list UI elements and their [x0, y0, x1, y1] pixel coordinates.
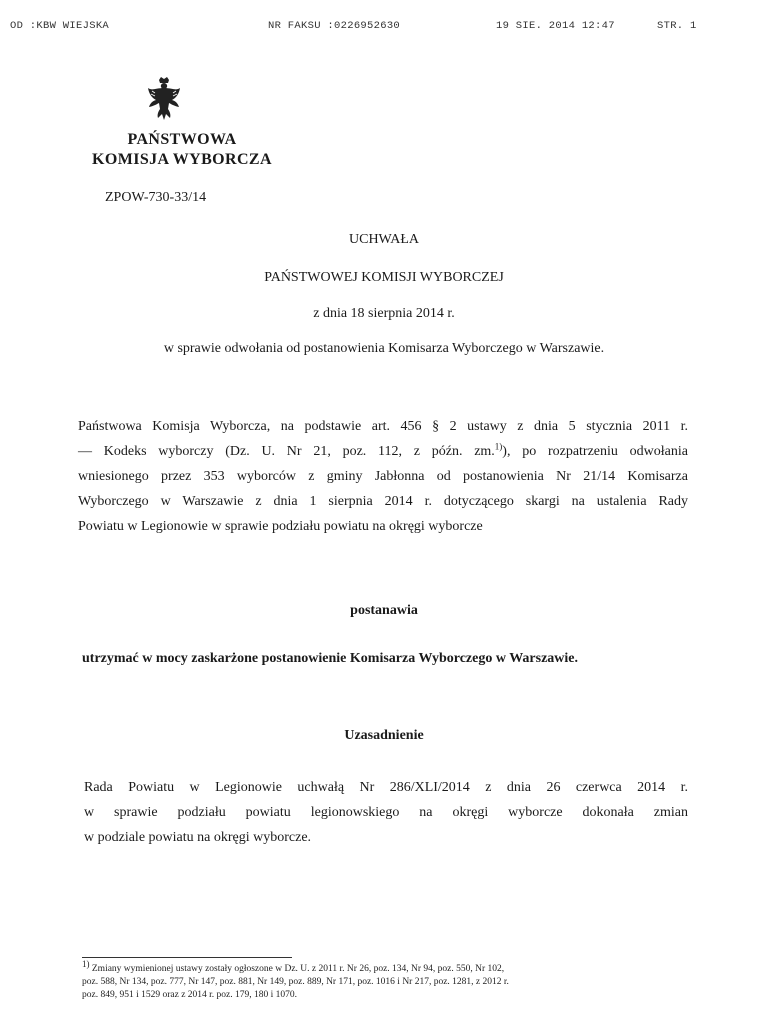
fax-from: OD :KBW WIEJSKA	[10, 20, 110, 32]
institution-line-1: PAŃSTWOWA	[127, 131, 237, 148]
resolution-issuer: PAŃSTWOWEJ KOMISJI WYBORCZEJ	[264, 270, 504, 285]
footnote-divider	[82, 957, 292, 958]
decision-text: utrzymać w mocy zaskarżone postanowienie Komisarza Wyborczego w Warszawie.	[82, 651, 579, 666]
intro-line-text: — Kodeks wyborczy (Dz. U. Nr 21, poz. 112, z późn. zm.	[78, 444, 495, 459]
fax-header	[0, 20, 768, 34]
intro-line: Wyborczego w Warszawie z dnia 1 sierpnia 2014 r. dotyczącego skargi na ustalenia Rady	[78, 494, 688, 509]
institution-name	[72, 130, 292, 170]
footnote-marker: 1)	[82, 958, 90, 969]
justification-line: w sprawie podziału powiatu legionowskiego na okręgi wyborcze dokonała zmian	[84, 805, 688, 820]
resolution-title: UCHWAŁA	[349, 232, 419, 247]
fax-datetime: 19 SIE. 2014 12:47	[496, 20, 615, 32]
footnote-text: Zmiany wymienionej ustawy zostały ogłoszone w Dz. U. z 2011 r. Nr 26, poz. 134, Nr 94, poz. 550, Nr 102,	[91, 964, 505, 974]
footnote-line: poz. 588, Nr 134, poz. 777, Nr 147, poz. 881, Nr 149, poz. 889, Nr 171, poz. 1016 i Nr 217, poz. 1281, z 2012 r.	[82, 977, 509, 987]
fax-page: STR. 1	[657, 20, 697, 32]
intro-paragraph	[78, 414, 688, 539]
intro-line: Państwowa Komisja Wyborcza, na podstawie art. 456 § 2 ustawy z dnia 5 stycznia 2011 r.	[78, 419, 688, 434]
footnote-reference: 1)	[494, 441, 503, 452]
institution-line-2: KOMISJA WYBORCZA	[92, 151, 272, 168]
intro-line-tail: ), po rozpatrzeniu odwołania	[502, 444, 688, 459]
eagle-emblem-icon	[146, 76, 182, 122]
resolution-date: z dnia 18 sierpnia 2014 r.	[313, 306, 455, 321]
footnote	[82, 958, 688, 1002]
footnote-line: poz. 849, 951 i 1529 oraz z 2014 r. poz. 179, 180 i 1070.	[82, 990, 298, 1000]
intro-line: Powiatu w Legionowie w sprawie podziału powiatu na okręgi wyborcze	[78, 519, 483, 534]
decides-heading: postanawia	[350, 603, 418, 618]
justification-heading: Uzasadnienie	[344, 728, 424, 743]
intro-line: wniesionego przez 353 wyborców z gminy Jabłonna od postanowienia Nr 21/14 Komisarza	[78, 469, 688, 484]
intro-line	[78, 439, 688, 464]
justification-paragraph	[84, 775, 688, 850]
justification-line: Rada Powiatu w Legionowie uchwałą Nr 286/XLI/2014 z dnia 26 czerwca 2014 r.	[84, 780, 688, 795]
justification-line: w podziale powiatu na okręgi wyborcze.	[84, 830, 312, 845]
fax-number: NR FAKSU :0226952630	[268, 20, 401, 32]
footnote-line	[82, 958, 688, 976]
reference-number: ZPOW-730-33/14	[105, 190, 207, 205]
resolution-subject: w sprawie odwołania od postanowienia Komisarza Wyborczego w Warszawie.	[163, 341, 605, 356]
